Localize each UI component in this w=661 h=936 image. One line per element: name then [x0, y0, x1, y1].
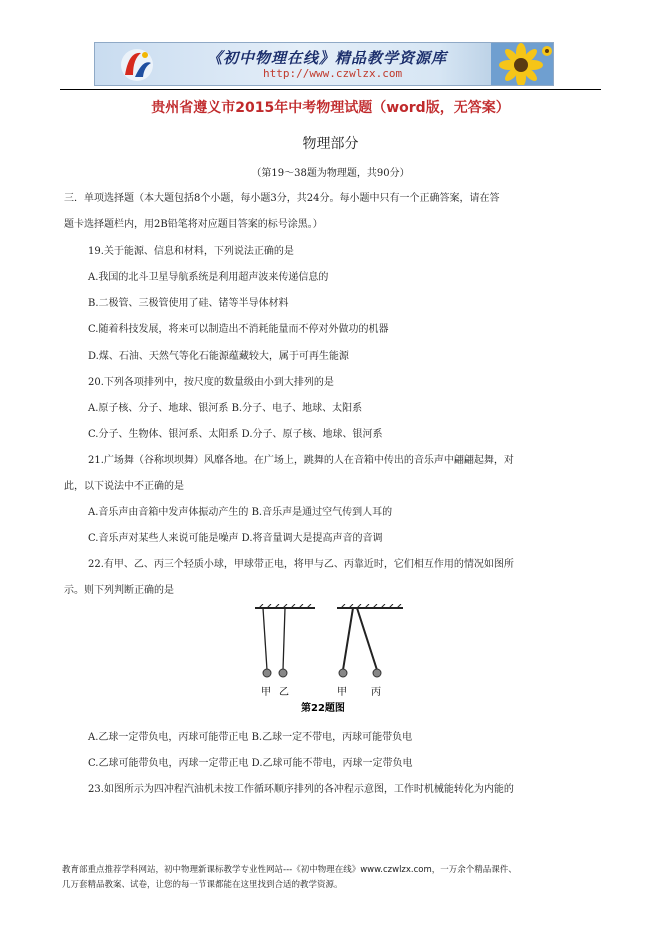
figure-label-bing: 丙	[371, 687, 381, 698]
header-rule	[60, 89, 601, 90]
header-banner	[94, 42, 554, 86]
figure-label-jia-right: 甲	[337, 687, 347, 698]
options-20ab: A.原子核、分子、地球、银河系 B.分子、电子、地球、太阳系	[88, 403, 363, 414]
option-19c: C.随着科技发展，将来可以制造出不消耗能量而不停对外做功的机器	[88, 324, 389, 335]
figure-label-jia-left: 甲	[261, 687, 271, 698]
sunflower-icon	[491, 43, 553, 85]
figure-caption: 第22题图	[301, 703, 345, 714]
options-21cd: C.音乐声对某些人来说可能是噪声 D.将音量调大是提高声音的音调	[88, 533, 383, 544]
text-line: 题卡选择题栏内，用2B铅笔将对应题目答案的标号涂黑。）	[64, 219, 323, 230]
footer-line-1: 教育部重点推荐学科网站，初中物理新课标教学专业性网站---《初中物理在线》www.czwlzx.com，一万余个精品课件、	[62, 865, 517, 875]
option-19b: B.二极管、三极管使用了硅、锗等半导体材料	[88, 298, 289, 309]
options-22ab: A.乙球一定带负电，丙球可能带正电 B.乙球一定不带电，丙球可能带负电	[88, 732, 413, 743]
section-title: 物理部分	[302, 136, 359, 152]
banner-url[interactable]: http://www.czwlzx.com	[263, 67, 403, 80]
pendulum-figure	[253, 604, 413, 714]
options-22cd: C.乙球可能带负电，丙球一定带正电 D.乙球可能不带电，丙球一定带负电	[88, 758, 413, 769]
option-19d: D.煤、石油、天然气等化石能源蕴藏较大，属于可再生能源	[88, 351, 349, 362]
question-22: 22.有甲、乙、丙三个轻质小球，甲球带正电，将甲与乙、丙靠近时，它们相互作用的情况如图所	[88, 559, 514, 570]
options-20cd: C.分子、生物体、银河系、太阳系 D.分子、原子核、地球、银河系	[88, 429, 383, 440]
figure-label-yi: 乙	[279, 687, 289, 698]
site-logo-icon	[117, 45, 157, 83]
banner-title: 《初中物理在线》精品教学资源库	[207, 49, 448, 67]
section-note: （第19～38题为物理题，共90分）	[251, 168, 410, 179]
question-19: 19.关于能源、信息和材料，下列说法正确的是	[88, 246, 294, 257]
question-21-cont: 此，以下说法中不正确的是	[64, 481, 184, 492]
question-22-cont: 示。则下列判断正确的是	[64, 585, 174, 596]
document-title: 贵州省遵义市2015年中考物理试题（word版，无答案）	[151, 100, 510, 116]
text-line: 三．单项选择题（本大题包括8个小题，每小题3分，共24分。每小题中只有一个正确答案，请在答	[64, 193, 500, 204]
option-19a: A.我国的北斗卫星导航系统是利用超声波来传递信息的	[88, 272, 329, 283]
question-21: 21.广场舞（谷称坝坝舞）风靡各地。在广场上，跳舞的人在音箱中传出的音乐声中翩翩起舞，对	[88, 455, 514, 466]
question-20: 20.下列各项排列中，按尺度的数量级由小到大排列的是	[88, 377, 334, 388]
options-21ab: A.音乐声由音箱中发声体振动产生的 B.音乐声是通过空气传到人耳的	[88, 507, 393, 518]
footer-line-2: 几万套精品教案、试卷，让您的每一节课都能在这里找到合适的教学资源。	[62, 880, 343, 890]
question-23: 23.如图所示为四冲程汽油机未按工作循环顺序排列的各冲程示意图，工作时机械能转化为内能的	[88, 784, 514, 795]
